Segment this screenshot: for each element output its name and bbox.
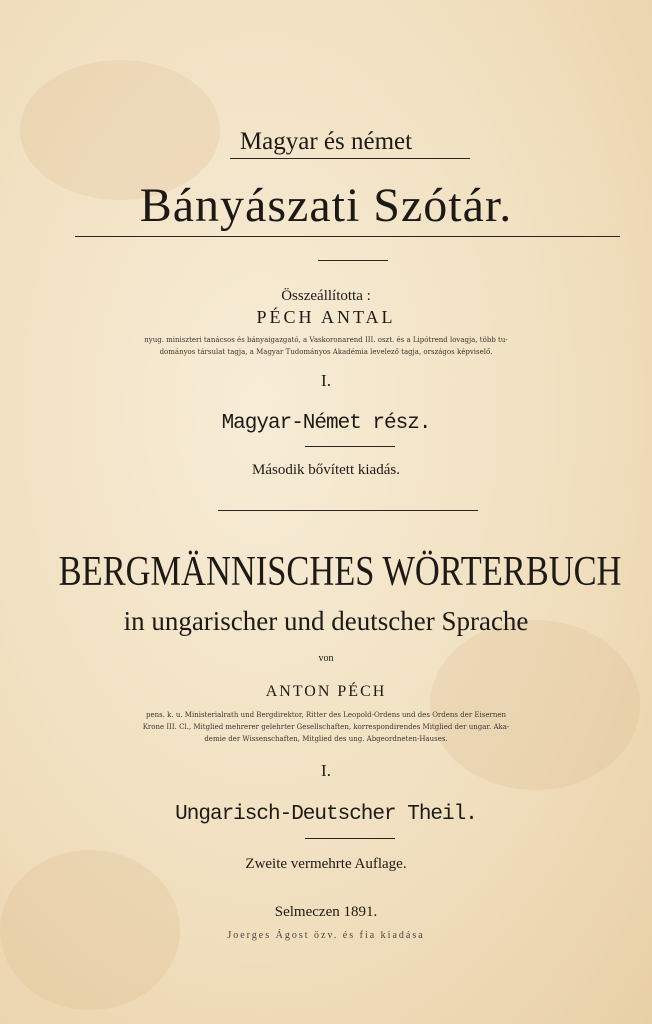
imprint-place-year: Selmeczen 1891. (274, 904, 378, 920)
de-title: BERGMÄNNISCHES WÖRTERBUCH (58, 549, 622, 595)
rule (230, 158, 470, 159)
hu-edition: Második bővített kiadás. (252, 462, 400, 478)
hu-title: Bányászati Szótár. (139, 179, 513, 232)
de-volume: I. (321, 761, 331, 780)
de-author: ANTON PÉCH (265, 683, 387, 700)
rule (318, 260, 388, 261)
hu-author: PÉCH ANTAL (256, 307, 396, 327)
hu-subtitle: Magyar és német (239, 128, 413, 155)
de-part: Ungarisch-Deutscher Theil. (175, 803, 477, 826)
rule (218, 510, 478, 511)
de-credentials-line: demie der Wissenschaften, Mitglied des ung. Abgeordneten-Hauses. (204, 735, 448, 743)
rule (305, 446, 395, 447)
hu-volume: I. (321, 371, 331, 390)
de-edition: Zweite vermehrte Auflage. (245, 856, 407, 872)
de-subtitle: in ungarischer und deutscher Sprache (123, 606, 529, 636)
hu-credentials-line: dományos társulat tagja, a Magyar Tudományos Akadémia levelező tagja, országos képviselő. (159, 348, 493, 356)
de-credentials-line: pens. k. u. Ministerialrath und Bergdirektor, Ritter des Leopold-Ordens und des Ordens der Eisernen (145, 711, 507, 719)
de-credentials-line: Krone III. Cl., Mitglied mehrerer gelehrter Gesellschaften, korrespondirendes Mitglied der ungar. Aka- (142, 723, 510, 731)
hu-part: Magyar-Német rész. (221, 412, 431, 435)
hu-compiled-by: Összeállította : (281, 288, 371, 304)
rule (305, 838, 395, 839)
hu-credentials-line: nyug. miniszteri tanácsos és bányaigazgató, a Vaskoronarend III. oszt. és a Lipótrend lovagja, több tu- (144, 336, 508, 344)
rule (75, 236, 620, 237)
de-by: von (318, 653, 334, 664)
imprint-publisher: Joerges Ágost özv. és fia kiadása (227, 930, 425, 941)
